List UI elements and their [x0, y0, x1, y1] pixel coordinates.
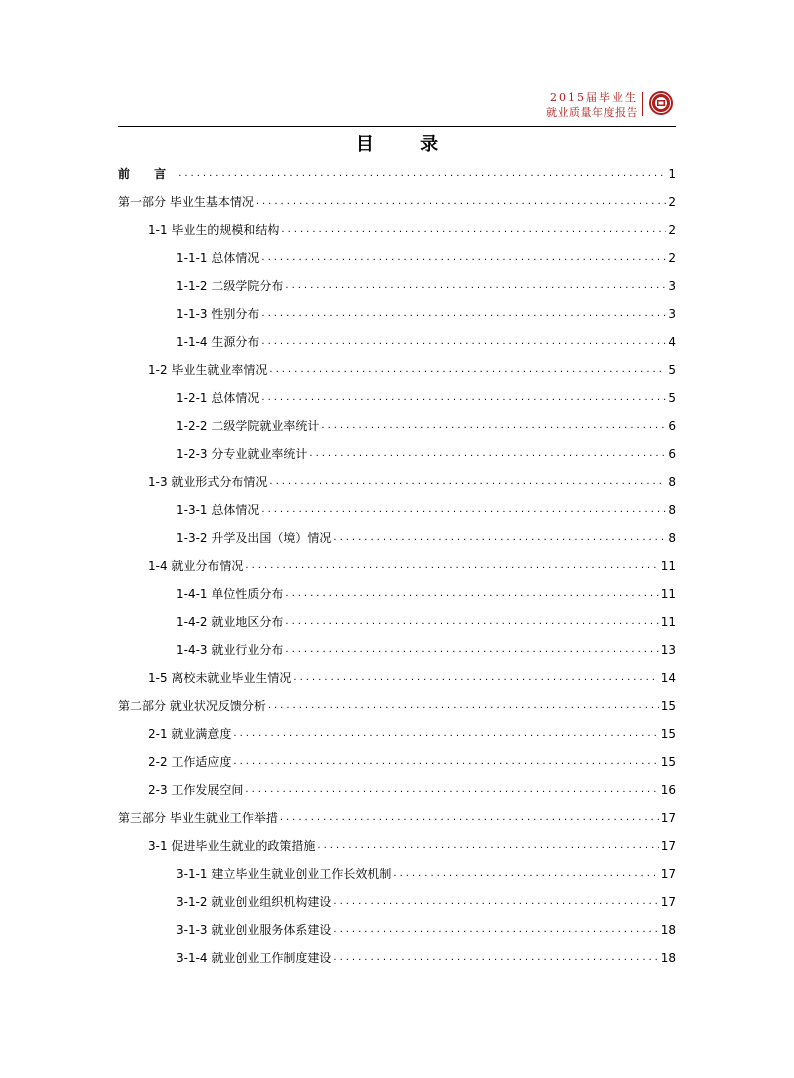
- toc-entry[interactable]: [118, 440, 676, 468]
- toc-entry-label: 1-2-1 总体情况: [176, 391, 260, 405]
- toc-dot-leader: [261, 300, 666, 328]
- toc-entry-page-number: 18: [660, 923, 676, 937]
- toc-entry-label: 1-4-2 就业地区分布: [176, 615, 284, 629]
- header-text: [546, 90, 638, 120]
- toc-entry[interactable]: [118, 860, 676, 888]
- toc-entry-label: 1-3-1 总体情况: [176, 503, 260, 517]
- toc-entry[interactable]: [118, 384, 676, 412]
- toc-entry-page-number: 8: [668, 475, 676, 489]
- toc-dot-leader: [261, 328, 666, 356]
- toc-dot-leader: [393, 860, 658, 888]
- toc-entry-page-number: 13: [660, 643, 676, 657]
- toc-dot-leader: [261, 384, 666, 412]
- toc-entry[interactable]: [118, 664, 676, 692]
- toc-entry[interactable]: [118, 496, 676, 524]
- toc-entry-label: 第一部分 毕业生基本情况: [118, 195, 254, 209]
- toc-entry-label: 3-1-2 就业创业组织机构建设: [176, 895, 332, 909]
- toc-entry[interactable]: [118, 636, 676, 664]
- toc-entry-page-number: 6: [668, 447, 676, 461]
- toc-entry-page-number: 17: [660, 867, 676, 881]
- toc-dot-leader: [285, 580, 658, 608]
- toc-entry[interactable]: [118, 412, 676, 440]
- toc-dot-leader: [269, 468, 666, 496]
- toc-entry[interactable]: [118, 776, 676, 804]
- toc-entry-label: 第三部分 毕业生就业工作举措: [118, 811, 278, 825]
- toc-entry-page-number: 5: [668, 363, 676, 377]
- toc-entry-page-number: 17: [660, 839, 676, 853]
- toc-entry[interactable]: [118, 160, 676, 188]
- toc-entry[interactable]: [118, 216, 676, 244]
- toc-dot-leader: [245, 552, 658, 580]
- toc-entry-page-number: 11: [660, 615, 676, 629]
- toc-entry-label: 第二部分 就业状况反馈分析: [118, 699, 266, 713]
- toc-entry-label: 1-1-1 总体情况: [176, 251, 260, 265]
- toc-dot-leader: [285, 636, 658, 664]
- toc-entry-label: 1-2 毕业生就业率情况: [148, 363, 268, 377]
- toc-entry-label: 2-2 工作适应度: [148, 755, 232, 769]
- toc-entry-label: 3-1-3 就业创业服务体系建设: [176, 923, 332, 937]
- toc-entry-page-number: 6: [668, 419, 676, 433]
- toc-entry[interactable]: [118, 692, 676, 720]
- toc-entry-label: 1-2-3 分专业就业率统计: [176, 447, 308, 461]
- header-divider: [642, 92, 643, 116]
- toc-entry-page-number: 17: [660, 895, 676, 909]
- toc-entry-page-number: 15: [660, 699, 676, 713]
- university-seal-icon: [648, 90, 674, 116]
- toc-dot-leader: [269, 356, 666, 384]
- toc-entry-page-number: 17: [660, 811, 676, 825]
- toc-dot-leader: [321, 412, 666, 440]
- toc-entry-page-number: 18: [660, 951, 676, 965]
- toc-dot-leader: [178, 160, 666, 188]
- toc-entry[interactable]: [118, 552, 676, 580]
- toc-entry-label: 2-1 就业满意度: [148, 727, 232, 741]
- toc-entry-page-number: 8: [668, 503, 676, 517]
- toc-entry[interactable]: [118, 720, 676, 748]
- toc-entry[interactable]: [118, 300, 676, 328]
- table-of-contents: [118, 160, 676, 972]
- toc-dot-leader: [317, 832, 658, 860]
- toc-entry-label: 1-3 就业形式分布情况: [148, 475, 268, 489]
- toc-entry[interactable]: [118, 916, 676, 944]
- toc-entry-label: 2-3 工作发展空间: [148, 783, 244, 797]
- toc-entry[interactable]: [118, 608, 676, 636]
- toc-entry-page-number: 15: [660, 755, 676, 769]
- toc-entry-page-number: 2: [668, 195, 676, 209]
- toc-entry[interactable]: [118, 804, 676, 832]
- toc-entry[interactable]: [118, 524, 676, 552]
- toc-entry-page-number: 5: [668, 391, 676, 405]
- toc-entry[interactable]: [118, 188, 676, 216]
- toc-dot-leader: [285, 272, 666, 300]
- toc-entry-label: 1-2-2 二级学院就业率统计: [176, 419, 320, 433]
- toc-entry[interactable]: [118, 272, 676, 300]
- toc-dot-leader: [261, 244, 666, 272]
- toc-dot-leader: [245, 776, 658, 804]
- toc-entry-label: 1-4-1 单位性质分布: [176, 587, 284, 601]
- toc-dot-leader: [333, 916, 658, 944]
- toc-entry-label: 3-1-4 就业创业工作制度建设: [176, 951, 332, 965]
- toc-entry[interactable]: [118, 748, 676, 776]
- toc-entry[interactable]: [118, 244, 676, 272]
- toc-entry-page-number: 8: [668, 531, 676, 545]
- toc-dot-leader: [261, 496, 666, 524]
- toc-entry-label: 3-1 促进毕业生就业的政策措施: [148, 839, 316, 853]
- toc-entry-label: 1-4-3 就业行业分布: [176, 643, 284, 657]
- toc-entry-label: 1-5 离校未就业毕业生情况: [148, 671, 292, 685]
- toc-entry-label: 1-1-3 性别分布: [176, 307, 260, 321]
- toc-entry-label: 1-1-2 二级学院分布: [176, 279, 284, 293]
- toc-entry-page-number: 3: [668, 279, 676, 293]
- toc-entry-page-number: 3: [668, 307, 676, 321]
- toc-dot-leader: [281, 216, 666, 244]
- toc-dot-leader: [309, 440, 666, 468]
- toc-dot-leader: [333, 888, 658, 916]
- toc-entry[interactable]: [118, 356, 676, 384]
- toc-dot-leader: [256, 188, 667, 216]
- toc-entry-page-number: 1: [668, 167, 676, 181]
- toc-entry-label: 1-1-4 生源分布: [176, 335, 260, 349]
- toc-entry-label: 1-4 就业分布情况: [148, 559, 244, 573]
- toc-entry-page-number: 14: [660, 671, 676, 685]
- toc-entry-label: 1-1 毕业生的规模和结构: [148, 223, 280, 237]
- toc-entry-page-number: 16: [660, 783, 676, 797]
- toc-dot-leader: [333, 524, 666, 552]
- toc-entry-label: 1-3-2 升学及出国（境）情况: [176, 531, 332, 545]
- toc-entry[interactable]: [118, 944, 676, 972]
- page-header: [118, 86, 676, 127]
- toc-entry[interactable]: [118, 580, 676, 608]
- toc-entry-label: 前 言: [118, 167, 177, 181]
- toc-entry[interactable]: [118, 468, 676, 496]
- toc-entry-page-number: 11: [660, 587, 676, 601]
- toc-dot-leader: [333, 944, 658, 972]
- toc-dot-leader: [268, 692, 659, 720]
- toc-entry-page-number: 15: [660, 727, 676, 741]
- toc-entry-page-number: 2: [668, 223, 676, 237]
- toc-entry[interactable]: [118, 328, 676, 356]
- toc-dot-leader: [280, 804, 659, 832]
- toc-entry-page-number: 11: [660, 559, 676, 573]
- toc-entry[interactable]: [118, 888, 676, 916]
- toc-dot-leader: [233, 720, 658, 748]
- toc-entry-page-number: 4: [668, 335, 676, 349]
- toc-dot-leader: [293, 664, 658, 692]
- page-title: 目 录: [355, 134, 459, 155]
- toc-entry[interactable]: [118, 832, 676, 860]
- header-title-line1: 2015届毕业生: [550, 91, 638, 104]
- toc-entry-label: 3-1-1 建立毕业生就业创业工作长效机制: [176, 867, 392, 881]
- toc-entry-page-number: 2: [668, 251, 676, 265]
- toc-dot-leader: [285, 608, 658, 636]
- toc-dot-leader: [233, 748, 658, 776]
- header-title-line2: 就业质量年度报告: [546, 106, 638, 119]
